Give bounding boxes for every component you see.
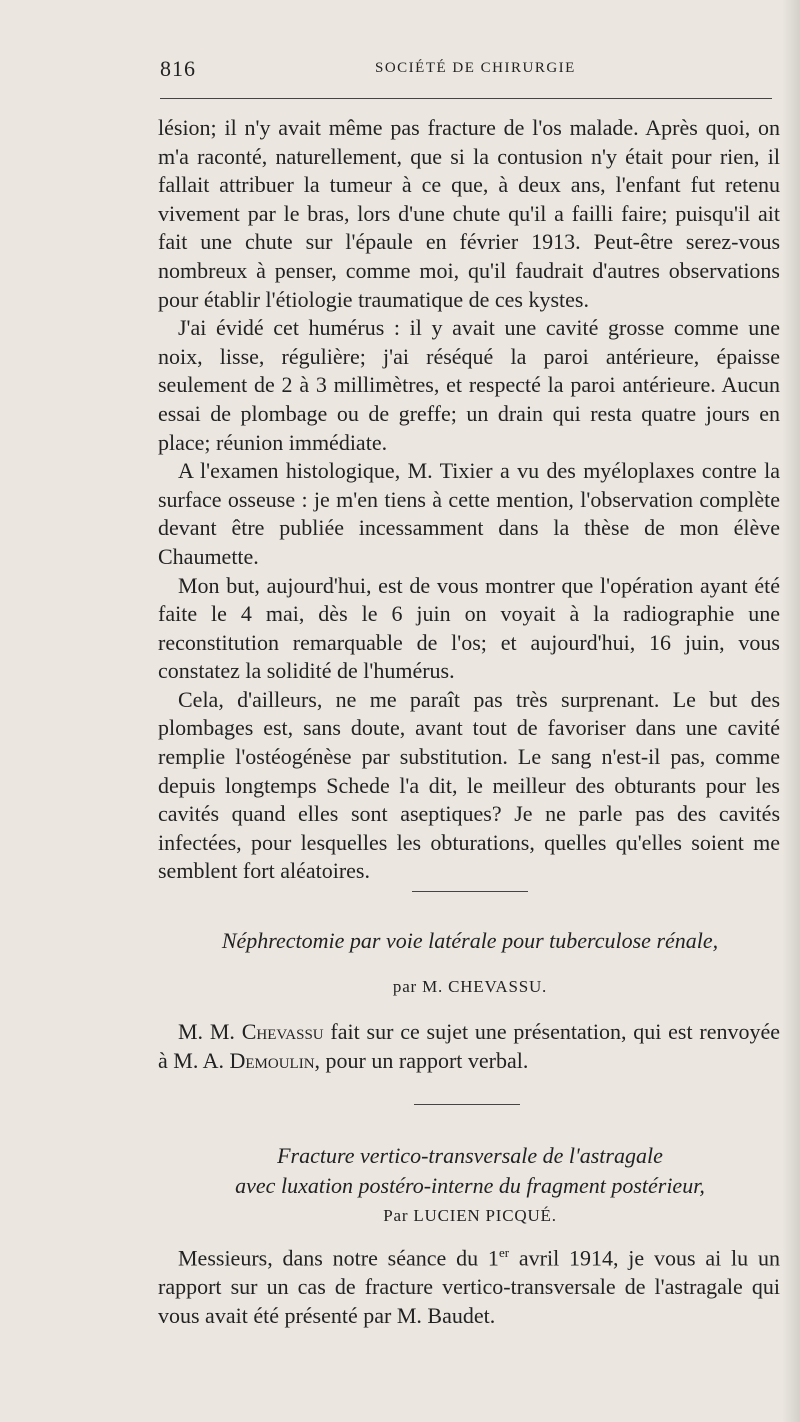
section-title: Néphrectomie par voie latérale pour tuberculose rénale, bbox=[221, 928, 719, 953]
section-paragraph bbox=[158, 1017, 780, 1075]
text: Messieurs, dans notre séance du 1 bbox=[178, 1245, 499, 1271]
page-number: 816 bbox=[160, 56, 196, 81]
author-name: Chevassu bbox=[241, 1019, 324, 1044]
header-rule bbox=[160, 98, 772, 99]
paragraph: Cela, d'ailleurs, ne me paraît pas très surprenant. Le but des plombages est, sans doute, avant tout de favoriser dans une cavité remplie l'ostéogénèse par substitution. Le sang n'est-il pas, comme depuis longtemps Schede l'a dit, le meilleur des obturants pour les cavités quand elles sont aseptiques? Je ne parle pas des cavités infectées, pour lesquelles les obturations, quelles qu'elles soient me semblent fort aléatoires. bbox=[158, 686, 780, 884]
page-header bbox=[160, 56, 772, 82]
section-separator bbox=[412, 891, 528, 892]
text: , pour un rapport verbal. bbox=[314, 1048, 529, 1073]
paragraph: J'ai évidé cet humérus : il y avait une cavité grosse comme une noix, lisse, régulière; j'ai réséqué la paroi antérieure, épaisse seulement de 2 à 3 millimètres, et respecté la paroi antérieure. Aucun essai de plombage ou de greffe; un drain qui resta quatre jours en place; réunion immédiate. bbox=[158, 315, 780, 455]
paragraph: Mon but, aujourd'hui, est de vous montrer que l'opération ayant été faite le 4 mai, dès le 6 juin on voyait à la radiographie une reconstitution remarquable de l'os; et aujourd'hui, 16 juin, vous constatez la solidité de l'humérus. bbox=[158, 572, 780, 684]
paragraph: lésion; il n'y avait même pas fracture de l'os malade. Après quoi, on m'a raconté, naturellement, que si la contusion n'y était pour rien, il fallait attribuer la tumeur à ce que, à deux ans, l'enfant fut retenu vivement par le bras, lors d'une chute qu'il a failli faire; puisqu'il ait fait une chute sur l'épaule en février 1913. Peut-être serez-vous nombreux à penser, comme moi, qu'il faudrait d'autres observations pour établir l'étiologie traumatique de ces kystes. bbox=[158, 115, 780, 312]
superscript: er bbox=[498, 1245, 510, 1260]
text: M. M. bbox=[178, 1019, 242, 1044]
text: avril 1914, je vous ai lu un rapport sur un cas de fracture vertico-transversale de l'astragale qui vous avait été présenté par M. Baudet. bbox=[158, 1245, 780, 1329]
running-title: SOCIÉTÉ DE CHIRURGIE bbox=[375, 60, 576, 76]
section-title-line: Fracture vertico-transversale de l'astragale bbox=[277, 1143, 663, 1168]
paragraph: A l'examen histologique, M. Tixier a vu des myéloplaxes contre la surface osseuse : je m'en tiens à cette mention, l'observation complète devant être publiée incessamment dans la thèse de mon élève Chaumette. bbox=[158, 458, 780, 569]
section-byline: Par LUCIEN PICQUÉ. bbox=[383, 1206, 557, 1225]
section-title-line: avec luxation postéro-interne du fragment postérieur, bbox=[235, 1173, 705, 1198]
text: fait sur ce sujet une présentation, qui est renvoyée à M. A. bbox=[158, 1019, 780, 1073]
section-byline: par M. CHEVASSU. bbox=[392, 977, 548, 996]
section-separator bbox=[414, 1104, 520, 1105]
reporter-name: Demoulin bbox=[229, 1048, 315, 1073]
continuation-text bbox=[158, 114, 780, 886]
section-paragraph bbox=[158, 1238, 780, 1330]
page-edge-shadow bbox=[782, 0, 800, 1422]
